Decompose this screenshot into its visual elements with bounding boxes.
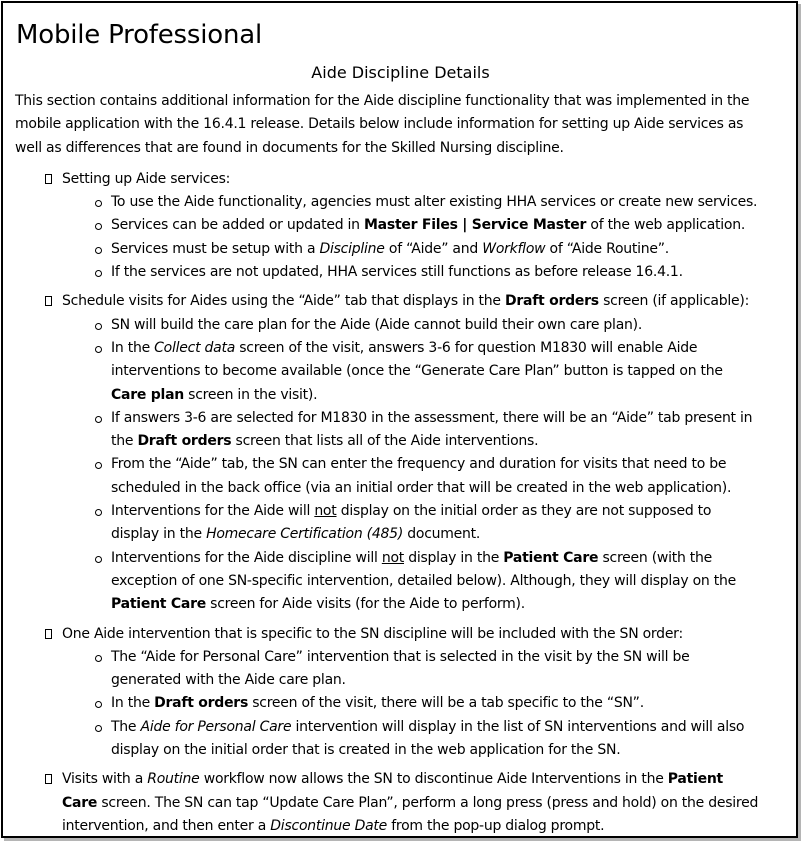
item-bold-text: Patient [667,771,723,788]
intro-line: well as differences that are found in documents for the Skilled Nursing discipline. [15,139,564,156]
item-text: One Aide intervention that is specific to the SN discipline will be included with the SN order: [62,625,683,642]
item-bold-text: Draft orders [154,695,249,712]
item-text: screen. The SN can tap “Update Care Plan”, perform a long press (press and hold) on the desired [97,794,759,811]
item-bold-text: Care plan [111,386,184,403]
item-text: of “Aide” and [384,240,483,257]
checkbox-bullet-icon [45,774,52,784]
circle-bullet-icon [95,655,102,662]
checkbox-bullet-icon [45,174,52,184]
item-text: In the [111,695,155,712]
item-text: Interventions for the Aide discipline will [111,549,382,566]
item-text: intervention, and then enter a [62,817,271,834]
sub-list-item [95,261,793,284]
item-bold-text: Care [62,794,98,811]
item-text: document. [403,526,481,543]
item-text: If answers 3-6 are selected for M1830 in the assessment, there will be an “Aide” tab present in [111,409,753,426]
item-bold-text: Draft orders [137,433,232,450]
item-text: screen for Aide visits (for the Aide to perform). [205,596,525,613]
sub-list-item [95,453,793,500]
sub-list-item [95,407,793,454]
item-italic-text: Collect data [154,339,236,356]
sub-list-item [95,238,793,261]
sub-list-item [95,191,793,214]
item-text: from the pop-up dialog prompt. [387,817,605,834]
item-bold-text: Patient Care [111,596,206,613]
item-text: screen of the visit, there will be a tab specific to the “SN”. [248,695,644,712]
item-italic-text: Workflow [482,240,546,257]
circle-bullet-icon [95,556,102,563]
item-text: screen (if applicable): [598,293,750,310]
item-text: From the “Aide” tab, the SN can enter the frequency and duration for visits that need to be [111,456,727,473]
checkbox-bullet-icon [45,629,52,639]
item-italic-text: Homecare Certification (485) [206,526,404,543]
item-text: interventions to become available (once the “Generate Care Plan” button is tapped on the [111,363,723,380]
item-italic-text: Aide for Personal Care [140,718,292,735]
intro-line: mobile application with the 16.4.1 release. Details below include information for setting up Aide services as [15,116,744,133]
item-text: Services must be setup with a [111,240,320,257]
list-item-discontinue-interventions [45,768,793,838]
item-italic-text: Discipline [319,240,385,257]
sub-list-item [95,547,793,617]
document-title: Aide Discipline Details [311,63,490,82]
intro-line: This section contains additional information for the Aide discipline functionality that was implemented in the [15,93,750,109]
circle-bullet-icon [95,725,102,732]
item-text: of “Aide Routine”. [545,240,669,257]
circle-bullet-icon [95,247,102,254]
sub-list-item [95,692,793,715]
item-text: screen of the visit, answers 3-6 for question M1830 will enable Aide [235,339,698,356]
item-underlined-text: not [314,503,337,520]
circle-bullet-icon [95,416,102,423]
sub-list-item [95,314,793,337]
item-text: of the web application. [586,217,746,234]
circle-bullet-icon [95,509,102,516]
circle-bullet-icon [95,270,102,277]
item-text: To use the Aide functionality, agencies must alter existing HHA services or create new services. [111,194,758,211]
item-text: display in the [111,526,207,543]
item-text: workflow now allows the SN to discontinue Aide Interventions in the [199,771,668,788]
item-text: The “Aide for Personal Care” intervention that is selected in the visit by the SN will be [111,648,690,665]
sub-list-item [95,500,793,547]
sub-list-item [95,716,793,763]
item-text: The [111,718,141,735]
circle-bullet-icon [95,462,102,469]
item-text: display in the [404,549,504,566]
item-text: display on the initial order as they are not supposed to [336,503,712,520]
item-text: intervention will display in the list of SN interventions and will also [291,718,745,735]
item-text: the [111,433,138,450]
item-text: scheduled in the back office (via an initial order that will be created in the web application). [111,479,732,496]
item-text: In the [111,339,155,356]
sub-list [62,314,793,617]
item-text: exception of one SN-specific intervention, detailed below). Although, they will display on the [111,572,736,589]
item-text: screen in the visit). [183,386,318,403]
list-item-sn-intervention [45,623,793,763]
item-bold-text: Draft orders [504,293,599,310]
document-frame [1,1,798,838]
item-italic-text: Discontinue Date [270,817,388,834]
circle-bullet-icon [95,200,102,207]
item-italic-text: Routine [147,771,200,788]
item-text: screen (with the [598,549,713,566]
item-bold-text: Master Files | Service Master [364,217,587,234]
main-list [16,168,793,838]
sub-list [62,191,793,284]
item-text: screen that lists all of the Aide interventions. [231,433,539,450]
item-bold-text: Patient Care [503,549,599,566]
item-text: Schedule visits for Aides using the “Aide” tab that displays in the [62,293,505,310]
sub-list [62,646,793,762]
item-text: If the services are not updated, HHA services still functions as before release 16.4.1. [111,264,683,281]
sub-list-item [95,214,793,237]
item-text: Visits with a [62,771,148,788]
sub-list-item [95,646,793,693]
item-text: display on the initial order that is created in the web application for the SN. [111,742,621,759]
item-text: SN will build the care plan for the Aide (Aide cannot build their own care plan). [111,316,643,333]
item-text: generated with the Aide care plan. [111,672,346,689]
item-text: Interventions for the Aide will [111,503,315,520]
item-underlined-text: not [381,549,405,566]
circle-bullet-icon [95,323,102,330]
sub-list-item [95,337,793,407]
list-item-schedule-visits [45,290,793,616]
circle-bullet-icon [95,701,102,708]
page-header-title: Mobile Professional [16,20,263,50]
circle-bullet-icon [95,346,102,353]
item-text: Services can be added or updated in [111,217,364,234]
list-item-setup-services [45,168,793,284]
intro-paragraph [15,90,793,160]
item-text: Setting up Aide services: [62,170,231,187]
checkbox-bullet-icon [45,296,52,306]
circle-bullet-icon [95,223,102,230]
